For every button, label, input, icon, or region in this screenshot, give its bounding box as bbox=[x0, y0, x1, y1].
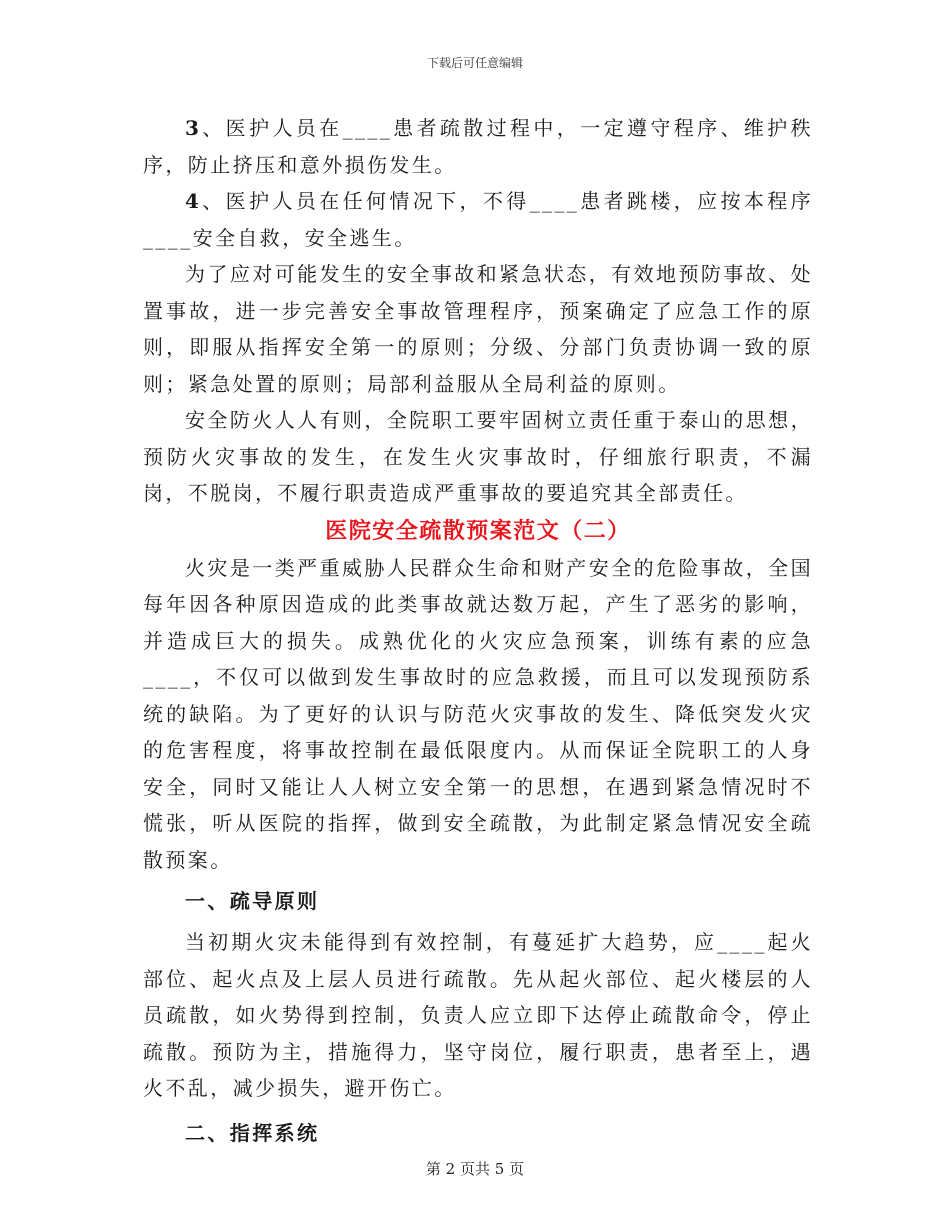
section-heading: 二、指挥系统 bbox=[185, 1120, 320, 1145]
section-heading: 一、疏导原则 bbox=[185, 889, 320, 913]
section-title: 医院安全疏散预案范文（二） bbox=[325, 517, 631, 544]
item-number: 3 bbox=[185, 116, 202, 140]
page-header: 下载后可任意编辑 bbox=[426, 56, 523, 70]
paragraph: 安全防火人人有则，全院职工要牢固树立责任重于泰山的思想，预防火灾事故的发生，在发生火灾事故时，仔细旅行职责，不漏岗，不脱岗，不履行职责造成严重事故的要追究其全部责任。 bbox=[143, 408, 813, 505]
paragraph: 当初期火灾未能得到有效控制，有蔓延扩大趋势，应____起火部位、起火点及上层人员进行疏散。先从起火部位、起火楼层的人员疏散，如火势得到控制，负责人应立即下达停止疏散命令，停止疏散。预防为主，措施得力，坚守岗位，履行职责，患者至上，遇火不乱，减少损失，避开伤亡。 bbox=[143, 930, 813, 1100]
item-text: 、医护人员在____患者疏散过程中，一定遵守程序、维护秩序，防止挤压和意外损伤发生。 bbox=[143, 116, 813, 177]
list-item-3 bbox=[143, 110, 813, 183]
page-footer: 第 2 页共 5 页 bbox=[425, 1160, 525, 1178]
list-item-4 bbox=[143, 183, 813, 256]
item-number: 4 bbox=[185, 189, 202, 213]
document-body bbox=[143, 110, 813, 1156]
paragraph: 为了应对可能发生的安全事故和紧急状态，有效地预防事故、处置事故，进一步完善安全事故管理程序，预案确定了应急工作的原则，即服从指挥安全第一的原则；分级、分部门负责协调一致的原则；紧急处置的原则；局部利益服从全局利益的原则。 bbox=[143, 262, 813, 396]
item-text: 、医护人员在任何情况下，不得____患者跳楼，应按本程序____安全自救，安全逃生。 bbox=[143, 189, 813, 250]
paragraph: 火灾是一类严重威胁人民群众生命和财产安全的危险事故，全国每年因各种原因造成的此类事故就达数万起，产生了恶劣的影响，并造成巨大的损失。成熟优化的火灾应急预案，训练有素的应急____，不仅可以做到发生事故时的应急救援，而且可以发现预防系统的缺陷。为了更好的认识与防范火灾事故的发生、降低突发火灾的危害程度，将事故控制在最低限度内。从而保证全院职工的人身安全，同时又能让人人树立安全第一的思想，在遇到紧急情况时不慌张，听从医院的指挥，做到安全疏散，为此制定紧急情况安全疏散预案。 bbox=[143, 555, 813, 872]
